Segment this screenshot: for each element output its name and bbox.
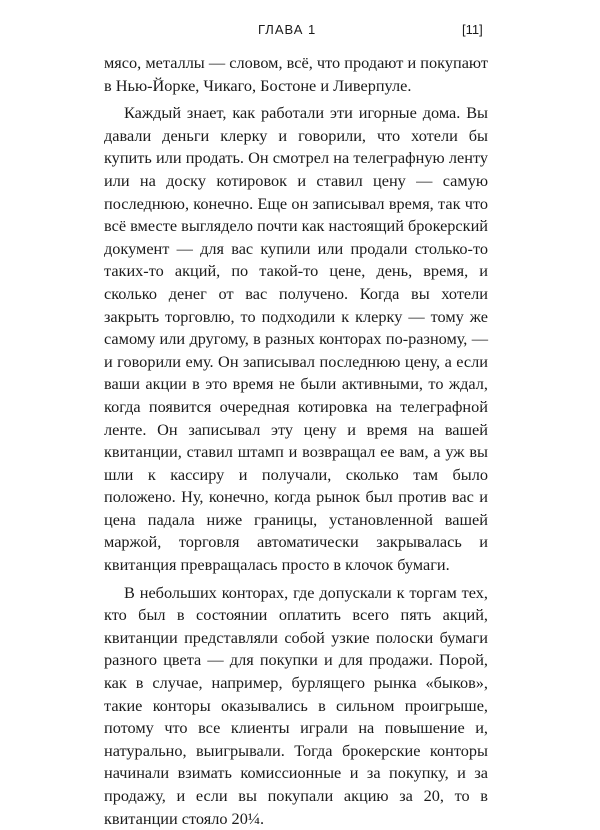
paragraph: Каждый знает, как работали эти игорные дома. Вы давали деньги клерку и говорили, что хотели бы купить или продать. Он смотрел на телеграфную ленту или на доску котировок и ставил цену — самую последнюю, конечно. Еще он записывал время, так что всё вместе выглядело почти как настоящий брокерский документ — для вас купили или продали столько-то таких-то акций, по такой-то цене, день, время, и сколько денег от вас получено. Когда вы хотели закрыть торговлю, то подходили к клерку — тому же самому или другому, в разных конторах по-разному, — и говорили ему. Он записывал последнюю цену, а если ваши акции в это время не были активными, то ждал, когда появится очередная котировка на телеграфной ленте. Он записывал эту цену и время на вашей квитанции, ставил штамп и возвращал ее вам, а уж вы шли к кассиру и получали, сколько там было положено. Ну, конечно, когда рынок был против вас и цена падала ниже границы, установленной вашей маржой, торговля автоматически закрывалась и квитанция превращалась просто в клочок бумаги. xyxy=(104,103,488,575)
running-header xyxy=(0,22,600,42)
paragraph-continued: мясо, металлы — словом, всё, что продают и покупают в Нью-Йорке, Чикаго, Бостоне и Ливерпуле. xyxy=(104,53,488,95)
chapter-title: ГЛАВА 1 xyxy=(258,22,317,37)
body-text xyxy=(104,52,488,830)
page-number: [11] xyxy=(462,22,483,37)
paragraph: В небольших конторах, где допускали к торгам тех, кто был в состоянии оплатить всего пять акций, квитанции представляли собой узкие полоски бумаги разного цвета — для покупки и для продажи. Порой, как в случае, например, бурлящего рынка «быков», такие конторы оказывались в сильном проигрыше, потому что все клиенты играли на повышение и, натурально, выигрывали. Тогда брокерские конторы начинали взимать комиссионные и за покупку, и за продажу, и если вы покупали акцию за 20, то в квитанции стояло 20¼. xyxy=(104,582,488,828)
